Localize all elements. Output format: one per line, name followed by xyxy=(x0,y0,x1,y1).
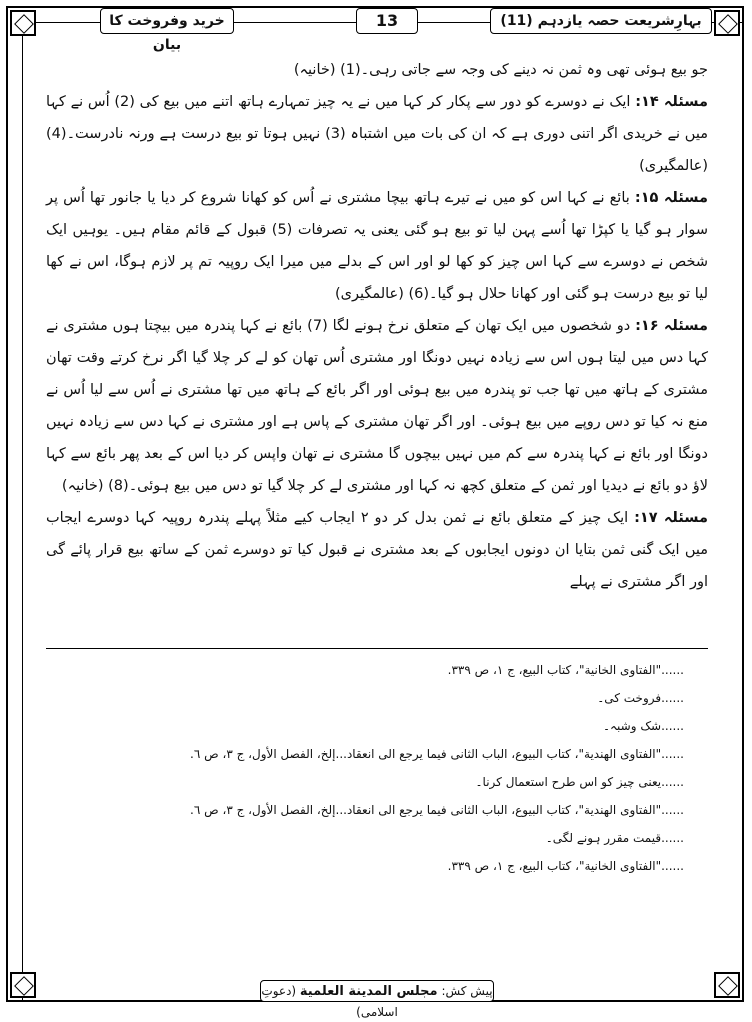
masala-label: مسئلہ ۱۶: xyxy=(635,318,708,334)
main-text xyxy=(46,54,708,598)
chapter-title: خرید وفروخت کا بیان xyxy=(100,8,234,34)
publisher-name: مجلس المدینة العلمیة xyxy=(299,984,438,999)
footnote: ......یعنی چیز کو اس طرح استعمال کرنا۔ xyxy=(475,775,684,789)
paragraph xyxy=(46,54,708,86)
page-number: 13 xyxy=(356,8,418,34)
masala-label: مسئلہ ۱۵: xyxy=(634,190,708,206)
corner-ornament-icon xyxy=(10,10,36,36)
paragraph-text: ایک چیز کے متعلق بائع نے ثمن بدل کر دو ۲ ایجاب کیے مثلاً پہلے پندرہ روپیہ کہا دوسرے ایجاب میں ایک گنی ثمن بتایا ان دونوں ایجابوں کے بعد مشتری نے قبول کیا تو دوسرے ثمن کے ساتھ بیع قرار پائے گی اور اگر مشتری نے پہلے xyxy=(46,510,708,590)
footnote: ......"الفتاوی الخانیة"، کتاب البیع، ج ١، ص ٣٣٩. xyxy=(447,663,684,677)
masala-16 xyxy=(46,310,708,502)
footnote: ......شک وشبہ۔ xyxy=(602,719,684,733)
footnotes xyxy=(46,656,708,880)
publisher-suffix: (دعوتِ اسلامی) xyxy=(261,984,398,1019)
footer-prefix: پیش کش: xyxy=(441,984,493,998)
footnote: ......"الفتاوی الخانیة"، کتاب البیع، ج ١، ص ٣٣٩. xyxy=(447,859,684,873)
page-header xyxy=(40,8,712,53)
paragraph-text: بائع نے کہا اس کو میں نے تیرے ہاتھ بیچا مشتری نے اُس کو کھانا شروع کر دیا یا جانور تھا اُس پر سوار ہو گیا یا کپڑا تھا اُسے پہن لیا تو بیع ہو گئی یعنی یہ تصرفات (5) قبول کے قائم مقام ہیں۔ یوہیں ایک شخص نے دوسرے سے کہا اس چیز کو کھا لو اور اس کے بدلے میں میرا ایک روپیہ تم پر لازم ہوگا، اس نے کھا لیا تو بیع درست ہو گئی اور کھانا حلال ہو گیا۔(6) (عالمگیری) xyxy=(46,190,708,302)
paragraph-text: ایک نے دوسرے کو دور سے پکار کر کہا میں نے یہ چیز تمہارے ہاتھ اتنے میں بیع کی (2) اُس نے کہا میں نے خریدی اگر اتنی دوری ہے کہ ان کی بات میں اشتباہ (3) نہیں ہوتا تو بیع درست ہے ورنہ نادرست۔(4) (عالمگیری) xyxy=(46,94,708,174)
masala-label: مسئلہ ۱۷: xyxy=(634,510,708,526)
footnote-divider xyxy=(46,648,708,649)
book-title: بہارِشریعت حصہ یازدہم (11) xyxy=(490,8,712,34)
footnote: ......"الفتاوی الهندیة"، کتاب البیوع، الباب الثانی فیما یرجع الی انعقاد...إلخ، الفصل الأول، ج ٣، ص ٦. xyxy=(190,747,684,761)
masala-17 xyxy=(46,502,708,598)
masala-15 xyxy=(46,182,708,310)
footnote: ......"الفتاوی الهندیة"، کتاب البیوع، الباب الثانی فیما یرجع الی انعقاد...إلخ، الفصل الأول، ج ٣، ص ٦. xyxy=(190,803,684,817)
corner-ornament-icon xyxy=(714,10,740,36)
page-footer xyxy=(260,980,494,1019)
paragraph-text: جو بیع ہوئی تھی وہ ثمن نہ دینے کی وجہ سے جاتی رہی۔(1) (خانیہ) xyxy=(293,62,708,78)
footnote: ......قیمت مقرر ہونے لگی۔ xyxy=(545,831,684,845)
footnote: ......فروخت کی۔ xyxy=(597,691,684,705)
masala-14 xyxy=(46,86,708,182)
masala-label: مسئلہ ۱۴: xyxy=(635,94,708,110)
corner-ornament-icon xyxy=(10,972,36,998)
corner-ornament-icon xyxy=(714,972,740,998)
paragraph-text: دو شخصوں میں ایک تھان کے متعلق نرخ ہونے لگا (7) بائع نے کہا پندرہ میں بیچتا ہوں مشتری نے کہا دس میں لیتا ہوں اس سے زیادہ نہیں دونگا اور مشتری اُس تھان کو لے کر چلا گیا اگر نرخ کرتے وقت تھان مشتری کے ہاتھ میں تھا جب تو پندرہ میں بیع ہوئی اور اگر بائع کے ہاتھ میں تھا مشتری نے اُس سے لیا اُس نے منع نہ کیا تو دس روپے میں بیع ہوئی۔ اور اگر تھان مشتری کے پاس ہے اور مشتری نے کہا دس سے زیادہ نہیں دونگا اور بائع نے کہا پندرہ سے کم میں نہیں بیچوں گا مشتری نے تھان واپس کر دیا اس کے بعد پھر بائع سے کہا لاؤ دو بائع نے دیدیا اور ثمن کے متعلق کچھ نہ کہا اور مشتری لے کر چلا گیا تو دس میں بیع ہوئی۔(8) (خانیہ) xyxy=(46,318,708,494)
